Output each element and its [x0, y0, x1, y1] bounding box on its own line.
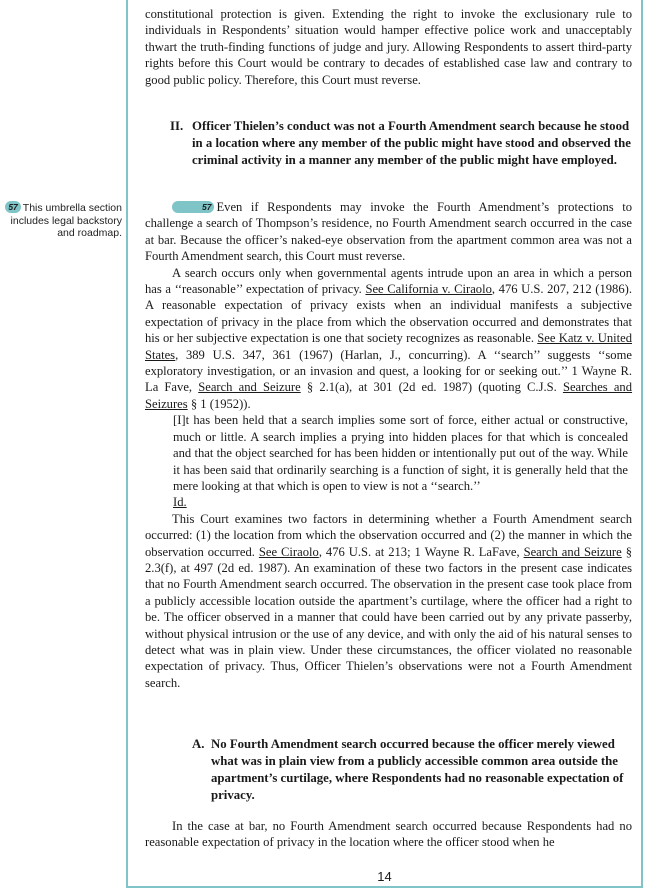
- paragraph-4: [145, 818, 632, 851]
- heading-a: [192, 736, 632, 804]
- heading-ii-text: Officer Thielen’s conduct was not a Fourth Amendment search because he stood in a location where any member of the public might have stood and observed the criminal activity in a manner any member of the public might have employed.: [192, 119, 631, 167]
- margin-note: [4, 201, 122, 240]
- paragraph-3: This Court examines two factors in determining whether a Fourth Amendment search occurred: (1) the location from which the observation occurred and (2) the manner in which the observation occurred. See Ciraolo, 476 U.S. at 213; 1 Wayne R. LaFave, Search and Seizure § 2.3(f), at 497 (2d ed. 1987). An examination of these two factors in the present case indicates that no Fourth Amendment search occurred. The observation in the present case took place from a publicly accessible location outside the apartment’s curtilage, where the officer had a right to be. The officer observed in a manner that could have been carried out by any private passerby, without physical intrusion or the use of any device, and with only the aid of his natural senses to detect what was in plain view. Under these circumstances, the officer violated no reasonable expectation of privacy. Thus, Officer Thielen’s observations were not a Fourth Amendment search.: [145, 511, 632, 690]
- annotation-badge: 57: [5, 201, 20, 213]
- citation: Id.: [173, 495, 187, 510]
- citation: See California v. Ciraolo: [365, 282, 492, 297]
- paragraph-1: 57 Even if Respondents may invoke the Fourth Amendment’s protections to challenge a search of Thompson’s residence, no Fourth Amendment search occurred in the case at bar. Because the officer’s naked-eye observation from the apartment common area was not a Fourth Amendment search, this Court must reverse.: [145, 200, 632, 264]
- paragraph-top-text: constitutional protection is given. Extending the right to invoke the exclusionary rule to individuals in Respondents’ situation would hamper effective police work and unacceptably thwart the truth-finding functions of judge and jury. Allowing Respondents to assert third-party rights before this Court would be contrary to decades of established case law and contrary to good public policy. Therefore, this Court must reverse.: [145, 7, 632, 87]
- citation: See Katz v. United States: [145, 331, 632, 362]
- heading-ii: [170, 118, 632, 169]
- citation: Searches and Seizures: [145, 380, 633, 411]
- block-quote: [I]t has been held that a search implies some sort of force, either actual or constructive, much or little. A search implies a prying into hidden places for that which is concealed and that the object searched for has been hidden or intentionally put out of the way. While it has been said that ordinarily searching is a function of sight, it is generally held that the mere looking at that which is open to view is not a ‘‘search.’’ Id.: [173, 413, 628, 510]
- heading-ii-number: II.: [170, 119, 184, 133]
- citation: Search and Seizure: [198, 380, 301, 395]
- heading-a-text: No Fourth Amendment search occurred because the officer merely viewed what was in plain view from a publicly accessible common area outside the apartment’s curtilage, where Respondents had no reasonable expectation of privacy.: [211, 737, 624, 802]
- citation: See Ciraolo: [258, 544, 319, 559]
- citation: Search and Seizure: [523, 544, 622, 559]
- margin-note-text: This umbrella section includes legal backstory and roadmap.: [10, 202, 122, 239]
- paragraph-top: [145, 6, 632, 88]
- paragraph-4-text: In the case at bar, no Fourth Amendment search occurred because Respondents had no reasonable expectation of privacy in the location where the officer stood when he: [145, 819, 632, 850]
- paragraph-2: A search occurs only when governmental agents intrude upon an area in which a person has a ‘‘reasonable’’ expectation of privacy. See California v. Ciraolo, 476 U.S. 207, 212 (1986). A reasonable expectation of privacy exists when an individual manifests a subjective expectation of privacy in the place from which the observation occurred and demonstrates that his or her subjective expectation is one that society recognizes as reasonable. See Katz v. United States, 389 U.S. 347, 361 (1967) (Harlan, J., concurring). A ‘‘search’’ suggests ‘‘some exploratory investigation, or an invasion and quest, a looking for or seeking out.’’ 1 Wayne R. La Fave, Search and Seizure § 2.1(a), at 301 (2d ed. 1987) (quoting C.J.S. Searches and Seizures § 1 (1952)).: [145, 265, 633, 411]
- page-number: 14: [377, 869, 392, 884]
- heading-a-number: A.: [192, 737, 205, 751]
- annotation-badge: 57: [172, 201, 214, 213]
- body-section: [145, 199, 632, 691]
